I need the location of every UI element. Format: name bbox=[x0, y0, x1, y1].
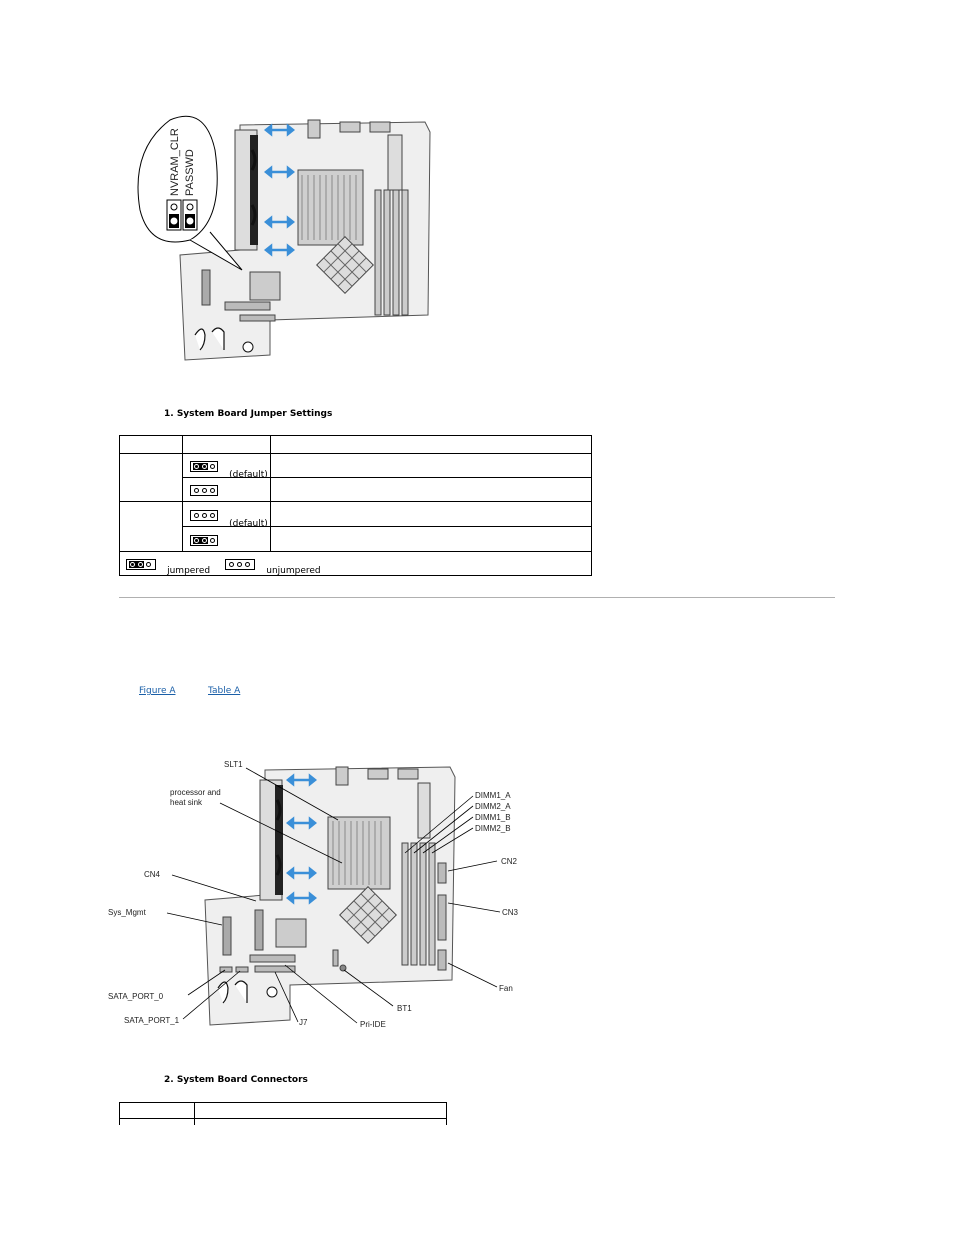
sata-port-0-label: SATA_PORT_0 bbox=[108, 992, 164, 1001]
table-1-caption: 1. System Board Jumper Settings bbox=[164, 409, 333, 419]
j7-label: J7 bbox=[299, 1018, 308, 1027]
dimm2-a-label: DIMM2_A bbox=[475, 802, 511, 811]
nvram-clr-label: NVRAM_CLR bbox=[169, 128, 181, 196]
jumper-settings-table bbox=[119, 435, 592, 576]
connectors-table bbox=[119, 1102, 447, 1125]
figure-a-link[interactable]: Figure A bbox=[139, 686, 176, 696]
table-2-caption: 2. System Board Connectors bbox=[164, 1075, 308, 1085]
unjumpered-icon bbox=[190, 510, 218, 521]
jumpered-icon bbox=[190, 461, 218, 472]
fan-label: Fan bbox=[499, 984, 513, 993]
cn4-label: CN4 bbox=[144, 870, 161, 879]
processor-label-line2: heat sink bbox=[170, 798, 203, 807]
unjumpered-icon bbox=[190, 485, 218, 496]
unjumpered-icon bbox=[225, 559, 255, 570]
table-row bbox=[120, 502, 592, 527]
cn3-label: CN3 bbox=[502, 908, 519, 917]
table-row bbox=[120, 436, 592, 454]
figure-1-jumper-diagram bbox=[130, 110, 440, 370]
dimm2-b-label: DIMM2_B bbox=[475, 824, 511, 833]
table-row bbox=[120, 552, 592, 576]
table-row bbox=[120, 527, 592, 552]
section-divider bbox=[119, 597, 835, 598]
jumpered-icon bbox=[190, 535, 218, 546]
dimm1-b-label: DIMM1_B bbox=[475, 813, 511, 822]
default-label: (default) bbox=[229, 470, 268, 480]
processor-label-line1: processor and bbox=[170, 788, 221, 797]
table-row bbox=[120, 1103, 447, 1119]
table-row bbox=[120, 454, 592, 478]
slt1-label: SLT1 bbox=[224, 760, 243, 769]
pri-ide-label: Pri-IDE bbox=[360, 1020, 386, 1029]
bt1-label: BT1 bbox=[397, 1004, 412, 1013]
sys-mgmt-label: Sys_Mgmt bbox=[108, 908, 146, 917]
legend-unjumpered: unjumpered bbox=[266, 566, 321, 576]
cn2-label: CN2 bbox=[501, 857, 518, 866]
table-row bbox=[120, 478, 592, 502]
table-row bbox=[120, 1119, 447, 1125]
passwd-label: PASSWD bbox=[184, 149, 196, 196]
table-a-link[interactable]: Table A bbox=[208, 686, 241, 696]
dimm1-a-label: DIMM1_A bbox=[475, 791, 511, 800]
sata-port-1-label: SATA_PORT_1 bbox=[124, 1016, 180, 1025]
figure-2-connector-diagram bbox=[100, 755, 530, 1040]
jumpered-icon bbox=[126, 559, 156, 570]
default-label: (default) bbox=[229, 518, 268, 529]
legend-jumpered: jumpered bbox=[167, 566, 211, 576]
